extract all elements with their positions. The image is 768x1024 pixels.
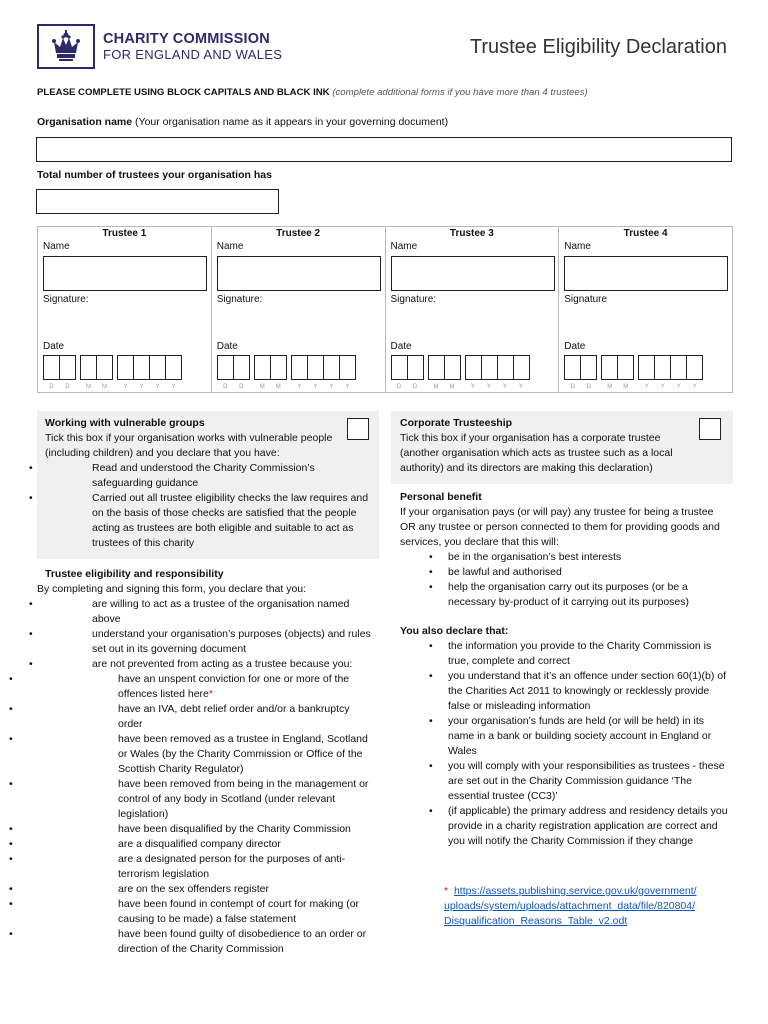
crown-icon <box>37 24 95 69</box>
list-item: • have been found in contempt of court for making (or causing to be made) a false statement <box>0 897 375 927</box>
date-day-box[interactable]: D <box>217 355 234 380</box>
trustee-4-name-field[interactable] <box>564 256 728 291</box>
list-item: • have an IVA, debt relief order and/or a bankruptcy order <box>0 702 375 732</box>
date-year-box[interactable]: Y <box>149 355 166 380</box>
logo-line-2: FOR ENGLAND AND WALES <box>103 46 283 62</box>
list-item <box>0 672 375 702</box>
trustee-3-date-field[interactable] <box>391 355 534 390</box>
date-day-box[interactable]: D <box>59 355 76 380</box>
date-year-box[interactable]: Y <box>465 355 482 380</box>
trustee-2-date-field[interactable] <box>217 355 360 390</box>
vulnerable-groups-intro: Tick this box if your organisation works with vulnerable people (including children) and you declare that you have: <box>45 432 333 459</box>
date-month-box[interactable]: M <box>80 355 97 380</box>
list-item: • have been found guilty of disobedience to an order or direction of the Charity Commission <box>0 927 375 957</box>
trustee-4-signature-label: Signature <box>564 294 608 305</box>
trustee-1-name-field[interactable] <box>43 256 207 291</box>
date-day-box[interactable]: D <box>407 355 424 380</box>
trustee-3-title: Trustee 3 <box>449 228 494 239</box>
eligibility-heading: Trustee eligibility and responsibility <box>45 568 224 580</box>
date-day-box[interactable]: D <box>391 355 408 380</box>
trustee-4-date-field[interactable] <box>564 355 707 390</box>
corporate-trusteeship-heading: Corporate Trusteeship <box>400 417 513 429</box>
trustee-1-title: Trustee 1 <box>102 228 147 239</box>
trustee-3-name-label: Name <box>390 241 418 252</box>
trustee-3-date-label: Date <box>390 341 412 352</box>
list-item: • have been removed from being in the management or control of any body in Scotland (under relevant legislation) <box>0 777 375 822</box>
list-item: • help the organisation carry out its purposes (or be a necessary by-product of it carrying out its purposes) <box>400 580 730 610</box>
date-year-box[interactable]: Y <box>654 355 671 380</box>
also-declare-heading: You also declare that: <box>400 625 509 637</box>
also-declare-list <box>400 639 730 849</box>
list-item: • your organisation’s funds are held (or will be held) in its name in a bank or building society account in England or Wales <box>400 714 730 759</box>
list-item: • you understand that it’s an offence under section 60(1)(b) of the Charities Act 2011 to knowingly or recklessly provide false or misleading information <box>400 669 730 714</box>
footnote-asterisk: * <box>444 885 449 897</box>
trustee-4-column <box>559 227 732 392</box>
date-year-box[interactable]: Y <box>133 355 150 380</box>
list-item: • you will comply with your responsibilities as trustees - these are set out in the Charity Commission guidance ‘The essential trustee (CC3)’ <box>400 759 730 804</box>
date-month-box[interactable]: M <box>270 355 287 380</box>
date-year-box[interactable]: Y <box>307 355 324 380</box>
date-year-box[interactable]: Y <box>513 355 530 380</box>
personal-benefit-heading: Personal benefit <box>400 491 482 503</box>
date-year-box[interactable]: Y <box>670 355 687 380</box>
date-day-box[interactable]: D <box>233 355 250 380</box>
footnote-asterisk: * <box>208 688 213 700</box>
vulnerable-groups-section <box>45 416 375 551</box>
organisation-name-label-hint: (Your organisation name as it appears in your governing document) <box>132 116 449 128</box>
form-title: Trustee Eligibility Declaration <box>469 36 727 58</box>
eligibility-list <box>0 597 375 957</box>
personal-benefit-list <box>400 550 730 610</box>
disqualification-link-line-1[interactable]: https://assets.publishing.service.gov.uk/government/ <box>453 885 697 897</box>
corporate-trusteeship-intro: Tick this box if your organisation has a corporate trustee (another organisation which acts as trustee such as a local authority) and its directors are making this declaration) <box>400 432 673 474</box>
date-year-box[interactable]: Y <box>165 355 182 380</box>
date-day-box[interactable]: D <box>43 355 60 380</box>
list-item: • are a designated person for the purposes of anti-terrorism legislation <box>0 852 375 882</box>
instructions-main: PLEASE COMPLETE USING BLOCK CAPITALS AND BLACK INK <box>37 87 330 98</box>
list-item-text: are not prevented from acting as a trustee because you: <box>92 658 353 670</box>
date-year-box[interactable]: Y <box>686 355 703 380</box>
date-year-box[interactable]: Y <box>339 355 356 380</box>
organisation-name-label <box>37 116 448 128</box>
trustee-2-signature-label: Signature: <box>216 294 263 305</box>
personal-benefit-section <box>400 490 730 610</box>
eligibility-section <box>37 567 375 957</box>
total-trustees-label <box>37 169 272 181</box>
date-month-box[interactable]: M <box>254 355 271 380</box>
trustee-2-date-label: Date <box>216 341 238 352</box>
date-month-box[interactable]: M <box>96 355 113 380</box>
list-item: • Read and understood the Charity Commission’s safeguarding guidance <box>0 461 375 491</box>
corporate-trusteeship-checkbox[interactable] <box>699 418 721 440</box>
list-item: • are a disqualified company director <box>0 837 375 852</box>
trustees-table <box>37 226 733 393</box>
list-item-text: have an unspent conviction for one or more of the offences listed here <box>118 673 350 700</box>
trustee-1-date-label: Date <box>43 341 65 352</box>
date-year-box[interactable]: Y <box>323 355 340 380</box>
total-trustees-label-text: Total number of trustees your organisation has <box>37 169 272 181</box>
list-item: • are on the sex offenders register <box>0 882 375 897</box>
trustee-2-title: Trustee 2 <box>276 228 321 239</box>
vulnerable-groups-list <box>45 461 375 551</box>
disqualification-link-line-2[interactable]: uploads/system/uploads/attachment_data/file/820804/ <box>444 900 696 912</box>
trustee-4-name-label: Name <box>564 241 591 252</box>
also-declare-section <box>400 624 730 849</box>
trustee-3-signature-label: Signature: <box>390 294 437 305</box>
trustee-4-date-label: Date <box>564 341 586 352</box>
vulnerable-groups-heading: Working with vulnerable groups <box>45 417 205 429</box>
list-item: • the information you provide to the Charity Commission is true, complete and correct <box>400 639 730 669</box>
list-item: • are willing to act as a trustee of the organisation named above <box>0 597 375 627</box>
organisation-name-label-bold: Organisation name <box>37 116 133 128</box>
trustee-1-date-field[interactable] <box>43 355 186 390</box>
date-year-box[interactable]: Y <box>481 355 498 380</box>
date-year-box[interactable]: Y <box>291 355 308 380</box>
date-day-box[interactable]: D <box>564 355 581 380</box>
date-day-box[interactable]: D <box>580 355 597 380</box>
logo-line-1: CHARITY COMMISSION <box>103 30 270 47</box>
eligibility-intro: By completing and signing this form, you declare that you: <box>37 583 307 595</box>
list-item <box>0 657 375 957</box>
trustee-2-column <box>212 227 386 392</box>
date-year-box[interactable]: Y <box>117 355 134 380</box>
personal-benefit-intro: If your organisation pays (or will pay) any trustee for being a trustee OR any trustee or person connected to them for providing goods and services, you declare that this will: <box>400 506 720 548</box>
disqualification-footnote <box>444 884 734 929</box>
instructions-note: (complete additional forms if you have more than 4 trustees) <box>332 87 588 98</box>
trustee-2-name-field[interactable] <box>217 256 381 291</box>
list-item: • have been disqualified by the Charity Commission <box>0 822 375 837</box>
list-item: • have been removed as a trustee in England, Scotland or Wales (by the Charity Commission or Office of the Scottish Charity Regulator) <box>0 732 375 777</box>
date-month-box[interactable]: M <box>444 355 461 380</box>
list-item: • be lawful and authorised <box>400 565 730 580</box>
list-item: • (if applicable) the primary address and residency details you provide in a charity registration application are correct and you will notify the Charity Commission if they change <box>400 804 730 849</box>
trustee-1-column <box>38 227 212 392</box>
date-year-box[interactable]: Y <box>497 355 514 380</box>
disqualification-list <box>0 672 375 957</box>
date-month-box[interactable]: M <box>617 355 634 380</box>
organisation-name-field[interactable] <box>36 137 732 162</box>
date-year-box[interactable]: Y <box>638 355 655 380</box>
total-trustees-field[interactable] <box>36 189 279 214</box>
trustee-4-title: Trustee 4 <box>623 228 668 239</box>
charity-commission-logo <box>37 24 282 69</box>
trustee-2-name-label: Name <box>216 241 244 252</box>
date-month-box[interactable]: M <box>601 355 618 380</box>
list-item: • be in the organisation’s best interests <box>400 550 730 565</box>
list-item: • understand your organisation’s purposes (objects) and rules set out in its governing document <box>0 627 375 657</box>
trustee-1-name-label: Name <box>43 241 70 252</box>
trustee-3-name-field[interactable] <box>391 256 555 291</box>
list-item: • Carried out all trustee eligibility checks the law requires and on the basis of those checks are satisfied that the people acting as trustees are both eligible and suitable to act as trustees of this charity <box>0 491 375 551</box>
trustee-1-signature-label: Signature: <box>43 294 89 305</box>
corporate-trusteeship-section <box>400 416 695 476</box>
instructions <box>37 87 588 98</box>
trustee-3-column <box>386 227 560 392</box>
disqualification-link-line-3[interactable]: Disqualification_Reasons_Table_v2.odt <box>444 915 628 927</box>
date-month-box[interactable]: M <box>428 355 445 380</box>
